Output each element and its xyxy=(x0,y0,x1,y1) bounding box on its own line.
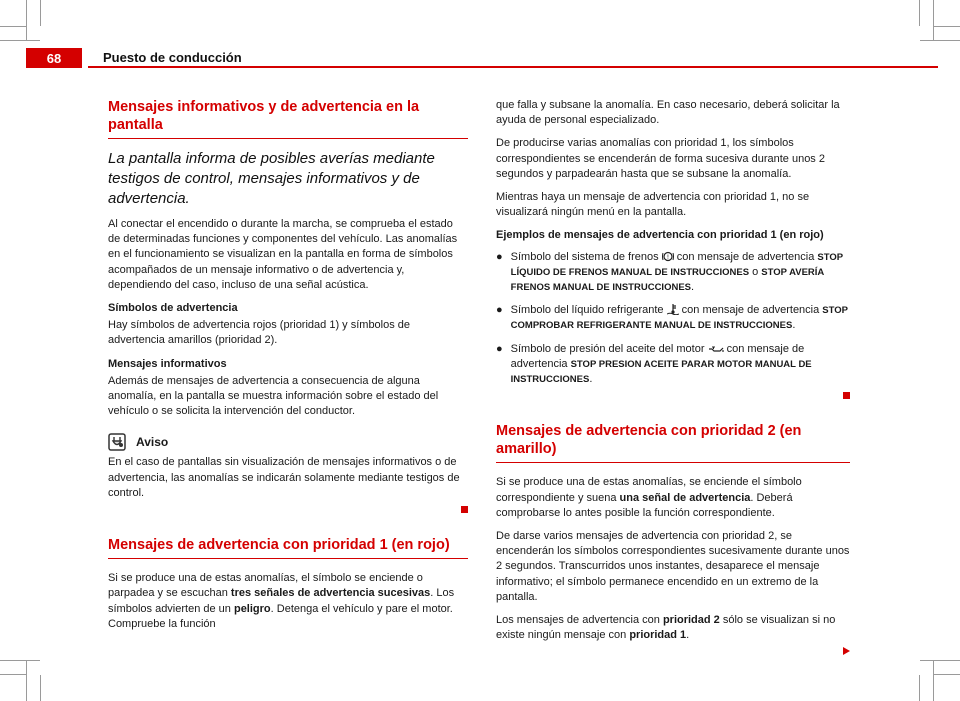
crop-mark xyxy=(40,0,41,26)
bold-text: prioridad 2 xyxy=(662,614,720,627)
list-item xyxy=(496,250,850,296)
bold-text: tres señales de advertencia sucesivas xyxy=(230,587,431,600)
text-run: . Los símbolos advierten de un xyxy=(108,587,455,615)
section-heading: Mensajes de advertencia con prioridad 2 (en amarillo) xyxy=(496,422,850,463)
crop-mark xyxy=(934,26,960,27)
crop-mark xyxy=(933,0,934,40)
bullet-dot: ● xyxy=(496,342,503,355)
page-number: 68 xyxy=(26,48,82,68)
oil-pressure-icon xyxy=(708,345,724,354)
list-item-text xyxy=(511,250,850,296)
warning-message: STOP AVERÍA FRENOS MANUAL DE INSTRUCCIONES xyxy=(510,266,824,294)
text-run: con mensaje de advertencia xyxy=(510,342,805,370)
coolant-icon xyxy=(667,304,679,315)
crop-mark xyxy=(919,0,920,26)
crop-mark xyxy=(933,661,934,701)
note-title: Aviso xyxy=(136,434,169,449)
text-run: . xyxy=(792,319,796,332)
paragraph: que falla y subsane la anomalía. En caso necesario, deberá solicitar la ayuda de personal especializado. xyxy=(496,99,840,127)
paragraph: Mientras haya un mensaje de advertencia con prioridad 1, no se visualizará ningún menú en la pantalla. xyxy=(496,191,810,219)
list-item xyxy=(496,342,850,388)
continue-arrow-icon xyxy=(843,647,850,655)
paragraph: De darse varios mensajes de advertencia con prioridad 2, se encenderán los símbolos correspondientes sucesivamente durante unos 2 segundos. Transcurridos unos instantes, desaparece el mensaje informativo; el símbolo permanece encendido en un extremo de la pantalla. xyxy=(496,530,850,603)
list-item-text xyxy=(511,342,850,388)
crop-mark xyxy=(0,40,40,41)
text-run: . Deberá comprobarse lo antes posible la función correspondiente. xyxy=(496,491,793,519)
brake-warning-icon xyxy=(662,251,674,262)
paragraph: De producirse varias anomalías con prioridad 1, los símbolos correspondientes se encenderán de forma sucesiva durante unos 2 segundos y parpadearán hasta que se subsane la anomalía. xyxy=(496,137,825,180)
text-run: . Detenga el vehículo y pare el motor. Compruebe la función xyxy=(108,602,453,630)
paragraph: Al conectar el encendido o durante la marcha, se comprueba el estado de determinadas funciones y componentes del vehículo. Las anomalías en el funcionamiento se visualizan en la pantalla en forma de símbolos acompañados de un mensaje informativo o de advertencia y, dependiendo del caso, incluso de una señal acústica. xyxy=(108,218,458,291)
subheading: Mensajes informativos xyxy=(108,357,227,370)
lead-text: La pantalla informa de posibles averías mediante testigos de control, mensajes informativos y de advertencia. xyxy=(108,150,435,207)
paragraph xyxy=(496,475,850,521)
note-icon xyxy=(108,433,126,451)
bullet-dot: ● xyxy=(496,250,503,263)
crop-mark xyxy=(934,674,960,675)
text-run: o xyxy=(749,265,762,278)
end-marker-row xyxy=(108,503,468,518)
warning-message: STOP COMPROBAR REFRIGERANTE MANUAL DE INSTRUCCIONES xyxy=(510,305,848,332)
crop-mark xyxy=(920,660,960,661)
end-marker xyxy=(461,506,468,513)
text-run: Si se produce una de estas anomalías, se enciende el símbolo correspondiente y suena xyxy=(496,476,802,504)
text-run: sólo se visualizan si no existe ningún mensaje con xyxy=(496,614,836,642)
list-item xyxy=(496,303,850,333)
warning-message: STOP PRESION ACEITE PARAR MOTOR MANUAL DE INSTRUCCIONES xyxy=(510,358,812,386)
left-column xyxy=(108,98,468,640)
bold-text: peligro xyxy=(233,602,271,615)
paragraph: Hay símbolos de advertencia rojos (prioridad 1) y símbolos de advertencia amarillos (prioridad 2). xyxy=(108,319,411,347)
bullet-dot: ● xyxy=(496,304,503,317)
crop-mark xyxy=(26,661,27,701)
text-run: . xyxy=(589,373,593,386)
subheading: Símbolos de advertencia xyxy=(108,302,238,315)
text-run: Símbolo del líquido refrigerante xyxy=(510,304,667,317)
crop-mark xyxy=(920,40,960,41)
text-run: Símbolo de presión del aceite del motor xyxy=(510,342,708,355)
bold-text: prioridad 1 xyxy=(629,629,687,642)
bold-text: una señal de advertencia xyxy=(619,491,751,504)
text-run: Símbolo del sistema de frenos xyxy=(510,250,662,263)
text-run: Los mensajes de advertencia con xyxy=(496,614,663,627)
crop-mark xyxy=(40,675,41,701)
crop-mark xyxy=(0,660,40,661)
continue-marker-row xyxy=(496,645,850,660)
end-marker xyxy=(843,392,850,399)
paragraph xyxy=(108,571,468,632)
paragraph: Además de mensajes de advertencia a consecuencia de alguna anomalía, en la pantalla se muestra información sobre el estado del vehículo o se solicita la intervención del conductor. xyxy=(108,374,439,418)
crop-mark xyxy=(919,675,920,701)
text-run: con mensaje de advertencia xyxy=(673,250,818,263)
crop-mark xyxy=(26,0,27,40)
subheading: Ejemplos de mensajes de advertencia con prioridad 1 (en rojo) xyxy=(496,229,824,242)
paragraph xyxy=(496,613,850,643)
list-item-text xyxy=(511,303,850,333)
section-heading: Mensajes informativos y de advertencia en la pantalla xyxy=(108,98,468,139)
header-rule xyxy=(88,66,938,68)
end-marker-row xyxy=(496,389,850,404)
crop-mark xyxy=(0,26,26,27)
running-title: Puesto de conducción xyxy=(103,50,242,65)
crop-mark xyxy=(0,674,26,675)
svg-text:!: ! xyxy=(666,253,669,261)
note-text: En el caso de pantallas sin visualización de mensajes informativos o de advertencia, las anomalías se indicarán solamente mediante testigos de control. xyxy=(108,456,460,499)
section-heading: Mensajes de advertencia con prioridad 1 (en rojo) xyxy=(108,536,468,559)
warning-message: STOP LÍQUIDO DE FRENOS MANUAL DE INSTRUCCIONES xyxy=(510,251,843,278)
text-run: . xyxy=(691,281,695,294)
text-run: con mensaje de advertencia xyxy=(678,304,823,317)
text-run: Si se produce una de estas anomalías, el símbolo se enciende o parpadea y se escuchan xyxy=(108,572,423,600)
right-column xyxy=(496,98,850,661)
note-header xyxy=(108,433,468,451)
text-run: . xyxy=(686,629,690,642)
